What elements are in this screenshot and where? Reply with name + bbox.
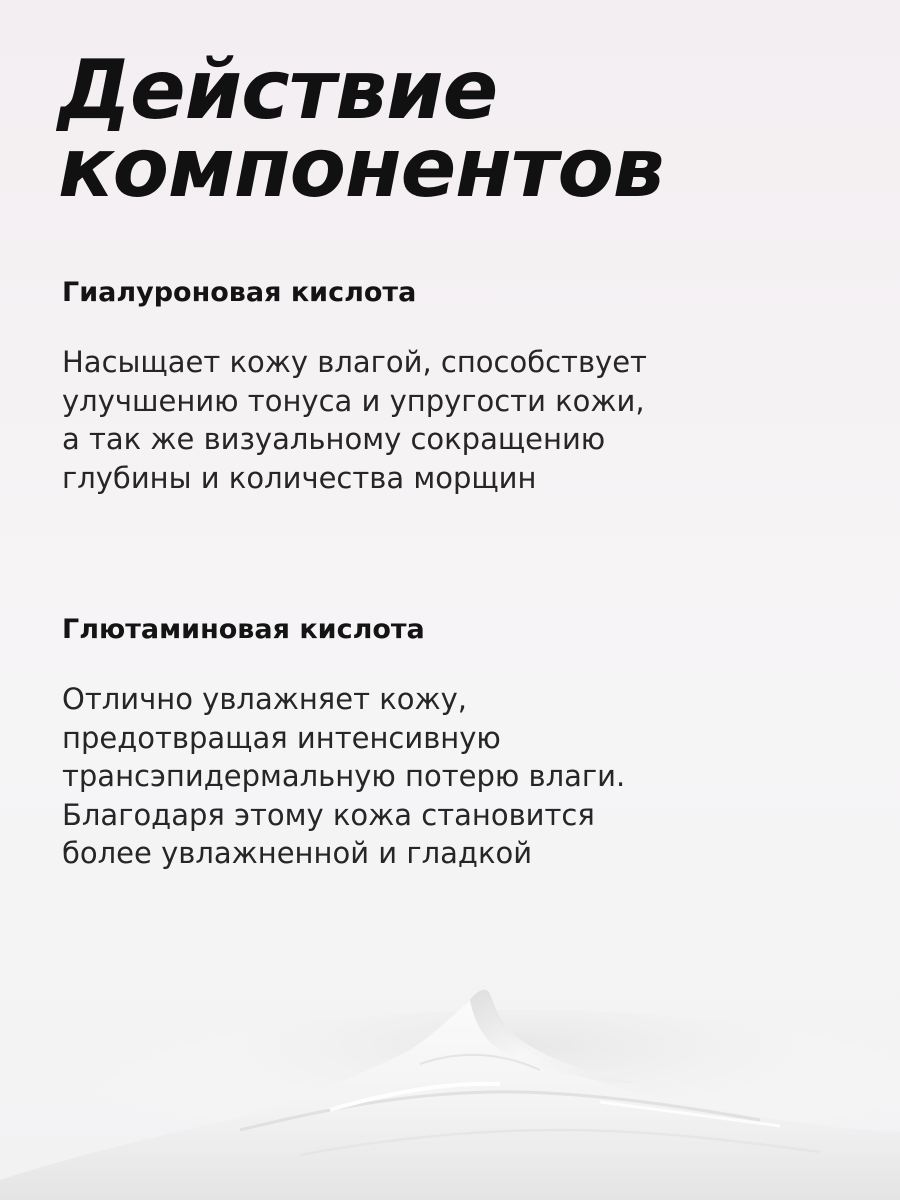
- description-line: Благодаря этому кожа становится: [62, 797, 595, 832]
- description-line: глубины и количества морщин: [62, 460, 537, 495]
- description-line: предотвращая интенсивную: [62, 720, 501, 755]
- ingredient-hyaluronic-acid: [62, 275, 862, 497]
- description-line: улучшению тонуса и упругости кожи,: [62, 383, 645, 418]
- ingredient-glutamic-acid: [62, 612, 862, 873]
- description-line: Отлично увлажняет кожу,: [62, 682, 467, 716]
- ingredient-heading: Гиалуроновая кислота: [62, 277, 417, 308]
- description-line: а так же визуальному сокращению: [62, 422, 606, 456]
- page-title-line-2: компонентов: [58, 121, 664, 216]
- page-title: [58, 43, 664, 216]
- ingredient-description: [62, 680, 862, 873]
- description-line: трансэпидермальную потерю влаги.: [62, 759, 626, 793]
- ingredient-heading: Глютаминовая кислота: [62, 614, 425, 645]
- description-line: более увлажненной и гладкой: [62, 836, 533, 870]
- page-title-line-1: Действие: [58, 43, 498, 138]
- description-line: Насыщает кожу влагой, способствует: [62, 345, 647, 379]
- ingredient-description: [62, 343, 862, 497]
- cream-swirl-image: [0, 980, 900, 1200]
